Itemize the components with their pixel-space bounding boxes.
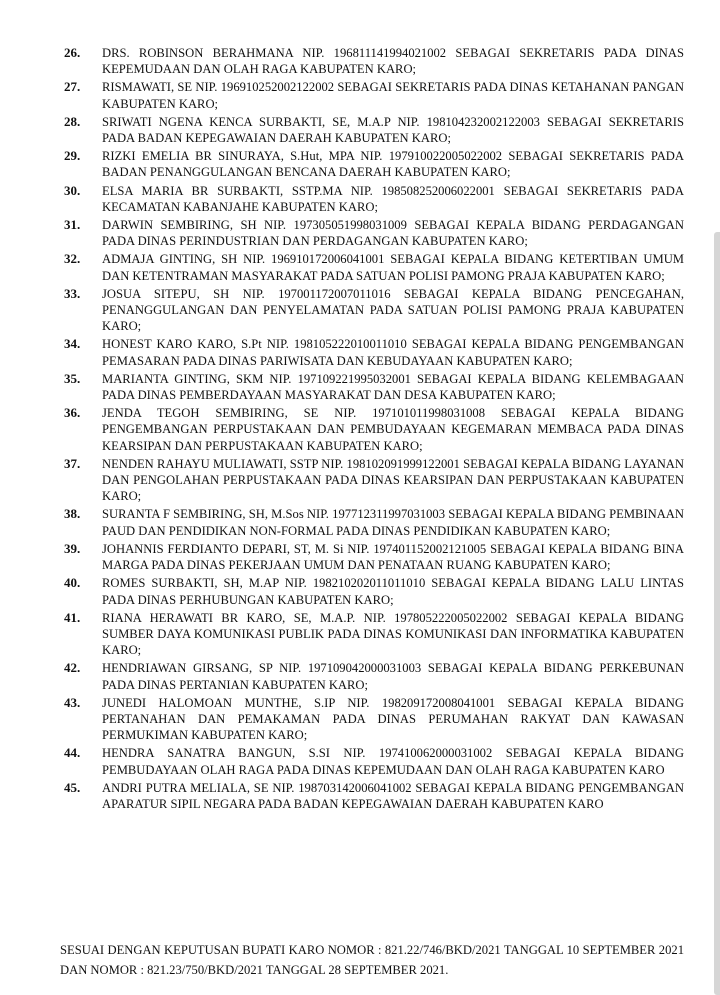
item-text: JOHANNIS FERDIANTO DEPARI, ST, M. Si NIP. 197401152002121005 SEBAGAI KEPALA BIDANG BINA MARGA PADA DINAS PEKERJAAN UMUM DAN PENATAAN RUANG KABUPATEN KARO; (102, 541, 684, 573)
item-text: ELSA MARIA BR SURBAKTI, SSTP.MA NIP. 198508252006022001 SEBAGAI SEKRETARIS PADA KECAMATAN KABANJAHE KABUPATEN KARO; (102, 183, 684, 214)
item-number: 43. (64, 694, 81, 710)
item-text: JENDA TEGOH SEMBIRING, SE NIP. 197101011998031008 SEBAGAI KEPALA BIDANG PENGEMBANGAN PERPUSTAKAAN DAN PEMBUDAYAAN KEGEMARAN MEMBACA PADA DINAS KEARSIPAN DAN PERPUSTAKAAN KABUPATEN KARO; (102, 406, 684, 453)
list-item (60, 745, 684, 777)
list-item (60, 45, 684, 77)
item-number: 31. (64, 217, 81, 233)
item-text: DARWIN SEMBIRING, SH NIP. 197305051998031009 SEBAGAI KEPALA BIDANG PERDAGANGAN PADA DINAS PERINDUSTRIAN DAN PERDAGANGAN KABUPATEN KARO; (102, 218, 684, 249)
item-text: JOSUA SITEPU, SH NIP. 197001172007011016 SEBAGAI KEPALA BIDANG PENCEGAHAN, PENANGGULANGAN DAN PENYELAMATAN PADA SATUAN POLISI PAMONG PRAJA KABUPATEN KARO; (102, 286, 684, 334)
list-item (60, 148, 684, 180)
item-number: 40. (64, 575, 81, 591)
item-number: 33. (64, 285, 81, 301)
item-text: JUNEDI HALOMOAN MUNTHE, S.IP NIP. 198209172008041001 SEBAGAI KEPALA BIDANG PERTANAHAN DAN PEMAKAMAN PADA DINAS PERUMAHAN RAKYAT DAN KAWASAN PERMUKIMAN KABUPATEN KARO; (102, 695, 684, 743)
list-item (60, 79, 684, 111)
list-item (60, 456, 684, 505)
item-text: HENDRIAWAN GIRSANG, SP NIP. 197109042000031003 SEBAGAI KEPALA BIDANG PERKEBUNAN PADA DINAS PERTANIAN KABUPATEN KARO; (102, 661, 684, 692)
item-number: 35. (64, 370, 81, 386)
item-number: 41. (64, 609, 81, 625)
item-text: HONEST KARO KARO, S.Pt NIP. 198105222010011010 SEBAGAI KEPALA BIDANG PENGEMBANGAN PEMASARAN PADA DINAS PARIWISATA DAN KEBUDAYAAN KABUPATEN KARO; (102, 337, 684, 368)
item-number: 42. (64, 660, 81, 676)
list-item (60, 371, 684, 403)
item-number: 29. (64, 148, 81, 164)
list-item (60, 286, 684, 335)
list-item (60, 217, 684, 249)
item-text: MARIANTA GINTING, SKM NIP. 197109221995032001 SEBAGAI KEPALA BIDANG KELEMBAGAAN PADA DINAS PEMBERDAYAAN MASYARAKAT DAN DESA KABUPATEN KARO; (102, 371, 684, 403)
decree-reference: SESUAI DENGAN KEPUTUSAN BUPATI KARO NOMOR : 821.22/746/BKD/2021 TANGGAL 10 SEPTEMBER 2021 DAN NOMOR : 821.23/750/BKD/2021 TANGGAL 28 SEPTEMBER 2021. (60, 943, 684, 977)
list-item (60, 575, 684, 607)
item-number: 36. (64, 405, 81, 421)
list-item (60, 610, 684, 659)
item-text: DRS. ROBINSON BERAHMANA NIP. 196811141994021002 SEBAGAI SEKRETARIS PADA DINAS KEPEMUDAAN DAN OLAH RAGA KABUPATEN KARO; (102, 46, 684, 77)
item-text: SURANTA F SEMBIRING, SH, M.Sos NIP. 197712311997031003 SEBAGAI KEPALA BIDANG PEMBINAAN PAUD DAN PENDIDIKAN NON-FORMAL PADA DINAS PENDIDIKAN KABUPATEN KARO; (102, 507, 684, 538)
item-text: HENDRA SANATRA BANGUN, S.SI NIP. 197410062000031002 SEBAGAI KEPALA BIDANG PEMBUDAYAAN OLAH RAGA PADA DINAS KEPEMUDAAN DAN OLAH RAGA KABUPATEN KARO (102, 746, 684, 777)
list-item (60, 660, 684, 692)
item-number: 38. (64, 506, 81, 522)
item-number: 37. (64, 455, 81, 471)
item-number: 27. (64, 79, 81, 95)
list-item (60, 780, 684, 812)
item-number: 34. (64, 336, 81, 352)
item-number: 30. (64, 182, 81, 198)
item-text: ANDRI PUTRA MELIALA, SE NIP. 198703142006041002 SEBAGAI KEPALA BIDANG PENGEMBANGAN APARATUR SIPIL NEGARA PADA BADAN KEPEGAWAIAN DAERAH KABUPATEN KARO (102, 780, 684, 811)
item-number: 39. (64, 540, 81, 556)
list-item (60, 541, 684, 573)
item-text: SRIWATI NGENA KENCA SURBAKTI, SE, M.A.P NIP. 198104232002122003 SEBAGAI SEKRETARIS PADA BADAN KEPEGAWAIAN DAERAH KABUPATEN KARO; (102, 114, 684, 146)
appointment-list (60, 45, 684, 814)
item-text: NENDEN RAHAYU MULIAWATI, SSTP NIP. 198102091999122001 SEBAGAI KEPALA BIDANG LAYANAN DAN PENGOLAHAN PERPUSTAKAAN PADA DINAS KEARSIPAN DAN PERPUSTAKAAN KABUPATEN KARO; (102, 456, 684, 504)
item-text: RIANA HERAWATI BR KARO, SE, M.A.P. NIP. 197805222005022002 SEBAGAI KEPALA BIDANG SUMBER DAYA KOMUNIKASI PUBLIK PADA DINAS KOMUNIKASI DAN INFORMATIKA KABUPATEN KARO; (102, 610, 684, 658)
list-item (60, 251, 684, 283)
item-number: 32. (64, 251, 81, 267)
item-number: 45. (64, 779, 81, 795)
item-text: ADMAJA GINTING, SH NIP. 196910172006041001 SEBAGAI KEPALA BIDANG KETERTIBAN UMUM DAN KETENTRAMAN MASYARAKAT PADA SATUAN POLISI PAMONG PRAJA KABUPATEN KARO; (102, 252, 684, 283)
item-text: RISMAWATI, SE NIP. 196910252002122002 SEBAGAI SEKRETARIS PADA DINAS KETAHANAN PANGAN KABUPATEN KARO; (102, 80, 684, 111)
item-number: 44. (64, 745, 81, 761)
list-item (60, 695, 684, 744)
item-text: RIZKI EMELIA BR SINURAYA, S.Hut, MPA NIP. 197910022005022002 SEBAGAI SEKRETARIS PADA BADAN PENANGGULANGAN BENCANA DAERAH KABUPATEN KARO; (102, 149, 684, 180)
vertical-scrollbar[interactable] (714, 232, 720, 995)
list-item (60, 114, 684, 146)
list-item (60, 405, 684, 454)
item-number: 26. (64, 45, 81, 60)
list-item (60, 183, 684, 215)
list-item (60, 506, 684, 538)
item-number: 28. (64, 113, 81, 129)
item-text: ROMES SURBAKTI, SH, M.AP NIP. 198210202011011010 SEBAGAI KEPALA BIDANG LALU LINTAS PADA DINAS PERHUBUNGAN KABUPATEN KARO; (102, 576, 684, 607)
list-item (60, 336, 684, 368)
